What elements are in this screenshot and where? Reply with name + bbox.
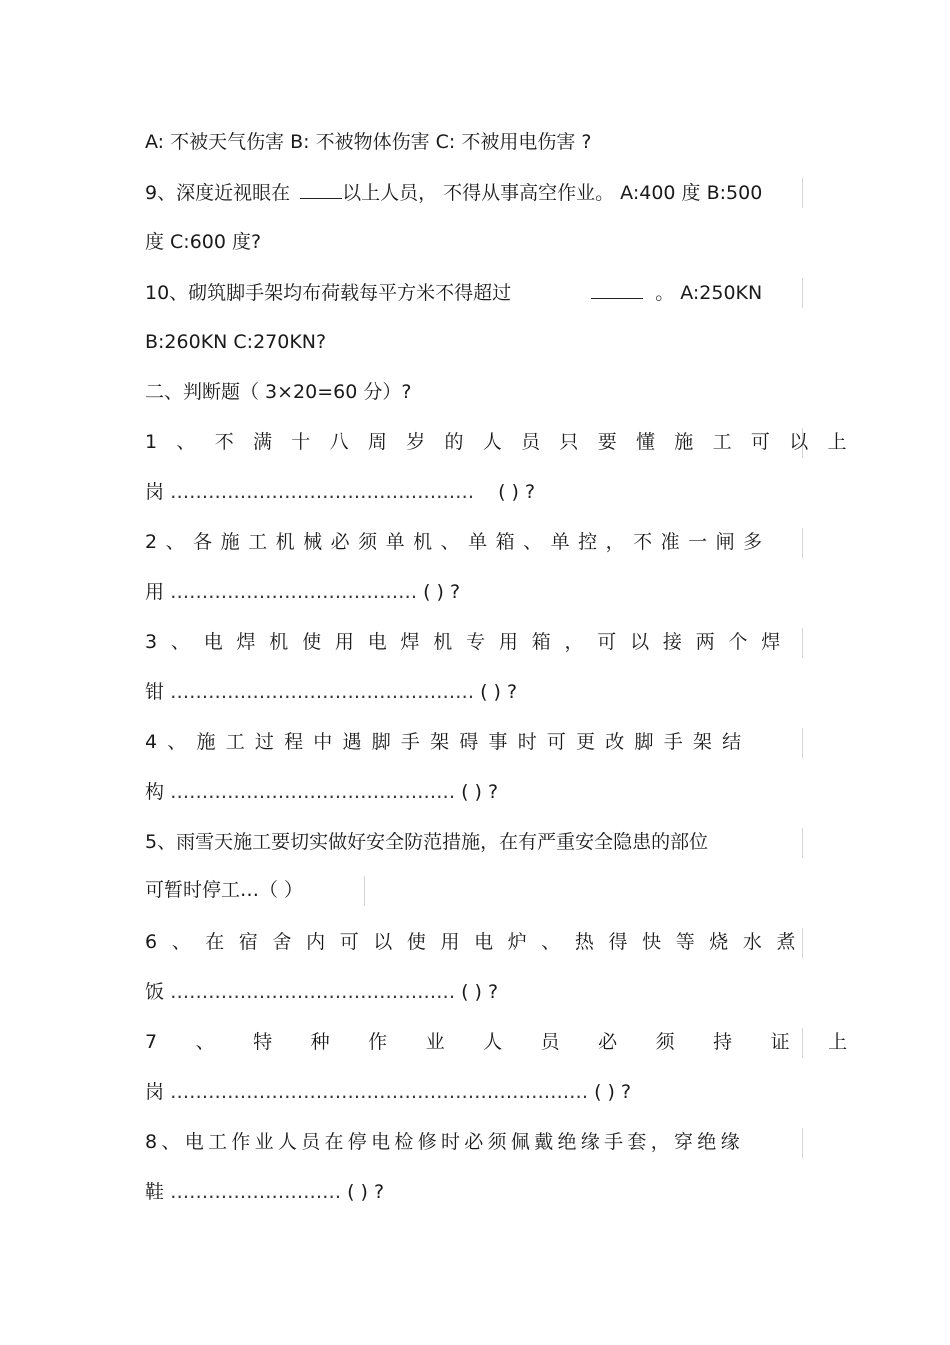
judge-2-lead: 用 xyxy=(145,581,165,603)
answer-parentheses: ( ) ? xyxy=(498,481,536,503)
question-9-options: 以上人员， 不得从事高空作业。 A:400 度 B:500 xyxy=(342,182,763,204)
judge-2-line-1: 2、各施工机械必须单机、单箱、单控，不准一闸多 xyxy=(145,531,771,553)
judge-7-line-2 xyxy=(145,1080,631,1104)
column-edge-marker xyxy=(364,876,365,906)
judge-6-lead: 饭 xyxy=(145,981,165,1003)
judge-8-lead: 鞋 xyxy=(145,1181,165,1203)
leader-dots: ……………………… xyxy=(170,1181,342,1203)
judge-8-line-1: 8、电工作业人员在停电检修时必须佩戴绝缘手套，穿绝缘 xyxy=(145,1131,744,1153)
answer-parentheses: ( ) ? xyxy=(461,981,499,1003)
question-9-line-2: 度 C:600 度? xyxy=(145,231,262,253)
answer-parentheses: ( ) ? xyxy=(461,781,499,803)
column-edge-marker xyxy=(802,178,803,208)
judge-7-lead: 岗 xyxy=(145,1081,165,1103)
judge-2-line-2 xyxy=(145,580,460,604)
column-edge-marker xyxy=(802,728,803,758)
answer-parentheses: ( ) ? xyxy=(347,1181,385,1203)
column-edge-marker xyxy=(802,828,803,858)
answer-parentheses: ( ) ? xyxy=(423,581,461,603)
section-heading: 二、判断题（ 3×20=60 分）? xyxy=(145,381,412,403)
judge-6-line-2 xyxy=(145,980,498,1004)
column-edge-marker xyxy=(802,628,803,658)
leader-dots: ……………………………………… xyxy=(170,981,456,1003)
judge-7-line-1: 7、特种作业人员必须持证上 xyxy=(145,1031,886,1053)
judge-5-line-2: 可暂时停工…（ ） xyxy=(145,879,304,901)
judge-1-lead: 岗 xyxy=(145,481,165,503)
answer-parentheses: ( ) ? xyxy=(480,681,518,703)
column-edge-marker xyxy=(802,528,803,558)
question-10-options: 。 A:250KN xyxy=(655,282,763,304)
question-9-stem: 9、深度近视眼在 xyxy=(145,182,291,204)
leader-dots: ………………………………………… xyxy=(170,481,475,503)
judge-4-lead: 构 xyxy=(145,781,165,803)
answer-blank xyxy=(300,180,342,199)
question-10-line-1 xyxy=(145,280,762,305)
question-10-stem: 10、砌筑脚手架均布荷载每平方米不得超过 xyxy=(145,282,512,304)
answer-parentheses: ( ) ? xyxy=(594,1081,632,1103)
judge-1-line-2 xyxy=(145,480,535,504)
question-10-line-2: B:260KN C:270KN? xyxy=(145,331,327,353)
question-9-line-1 xyxy=(145,180,762,205)
judge-1-line-1 xyxy=(145,430,866,454)
judge-1-stem: 1、不满十八周岁的人员只要懂施工可以上 xyxy=(145,431,866,453)
question-8-options: A: 不被天气伤害 B: 不被物体伤害 C: 不被用电伤害 ? xyxy=(145,131,592,153)
leader-dots: ………………………………………………………… xyxy=(170,1081,589,1103)
judge-3-line-2 xyxy=(145,680,517,704)
judge-6-line-1: 6、在宿舍内可以使用电炉、热得快等烧水煮 xyxy=(145,931,811,953)
column-edge-marker xyxy=(802,278,803,308)
answer-blank xyxy=(591,280,643,299)
leader-dots: ………………………………………… xyxy=(170,681,475,703)
leader-dots: ……………………………………… xyxy=(170,781,456,803)
judge-8-line-2 xyxy=(145,1180,384,1204)
judge-4-line-1: 4、施工过程中遇脚手架碍事时可更改脚手架结 xyxy=(145,731,752,753)
judge-3-line-1: 3、电焊机使用电焊机专用箱，可以接两个焊 xyxy=(145,631,795,653)
judge-5-line-1: 5、雨雪天施工要切实做好安全防范措施，在有严重安全隐患的部位 xyxy=(145,831,709,853)
column-edge-marker xyxy=(802,1128,803,1158)
judge-3-lead: 钳 xyxy=(145,681,165,703)
leader-dots: ………………………………… xyxy=(170,581,418,603)
judge-4-line-2 xyxy=(145,780,498,804)
